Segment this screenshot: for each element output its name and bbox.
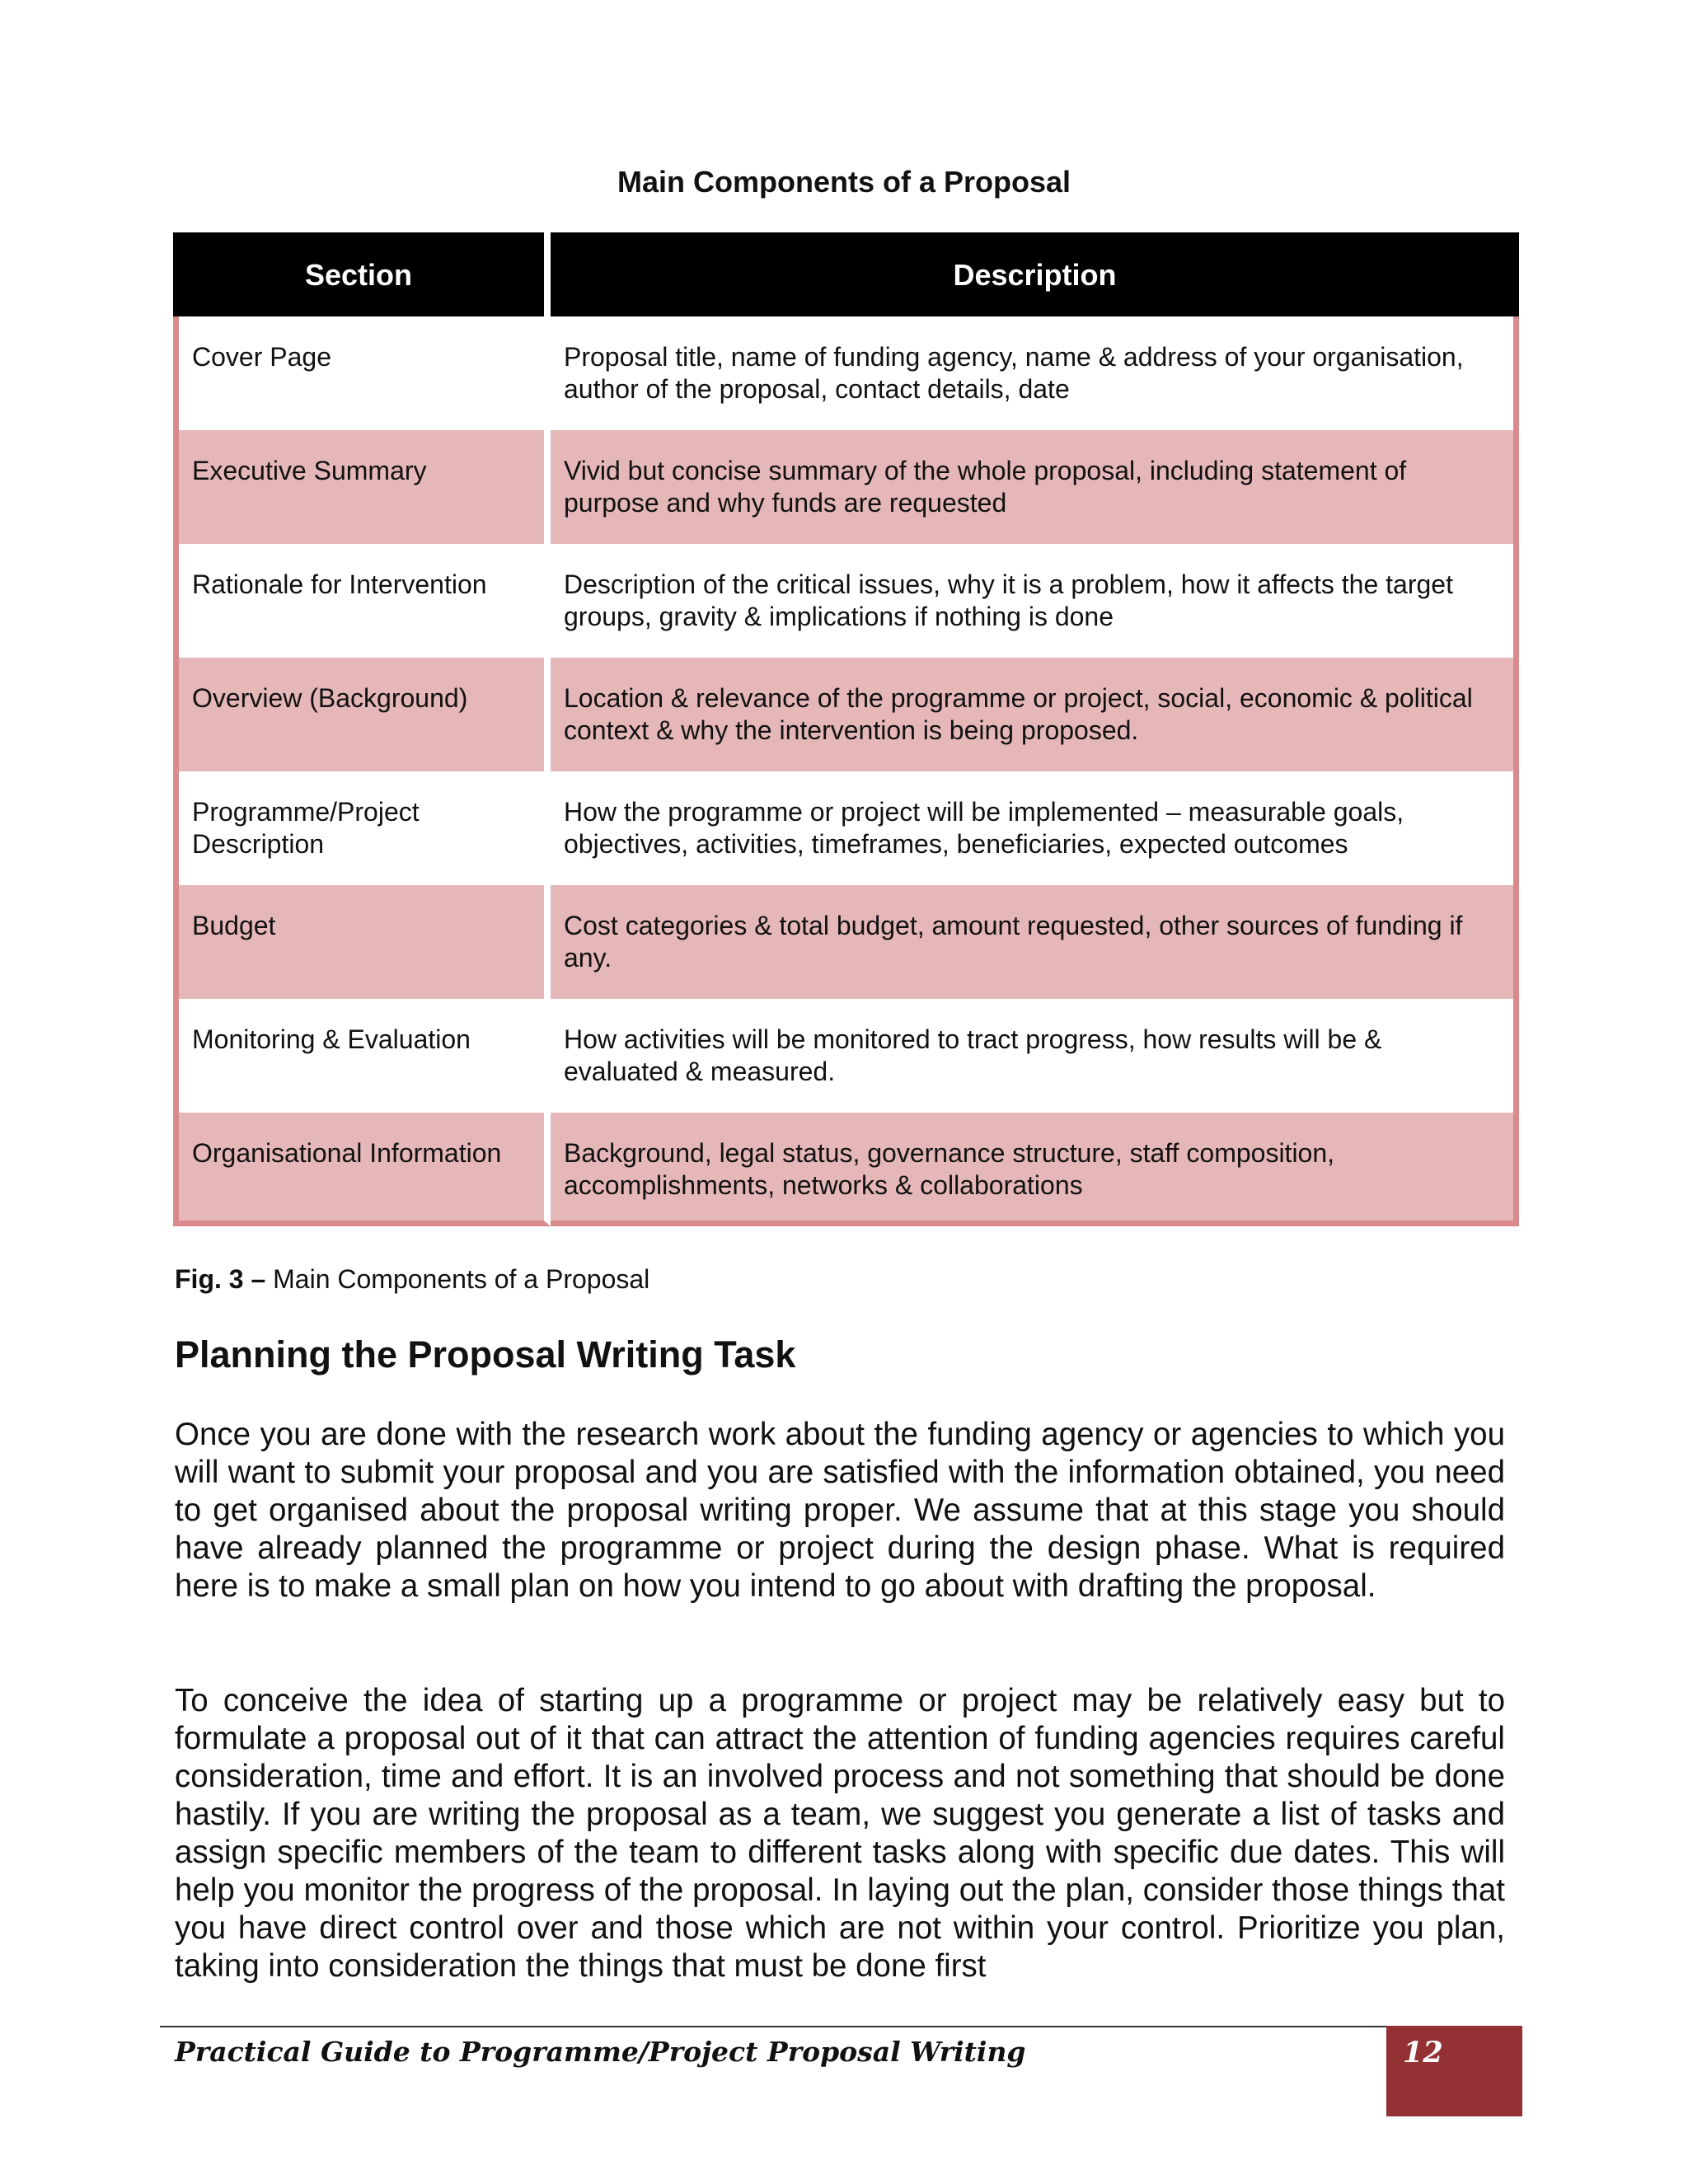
figure-caption bbox=[175, 1264, 649, 1295]
table-row bbox=[173, 1113, 1519, 1226]
header-section: Section bbox=[173, 232, 551, 316]
row-section: Organisational Information bbox=[173, 1113, 551, 1226]
row-section: Rationale for Intervention bbox=[173, 544, 551, 658]
row-section: Executive Summary bbox=[173, 430, 551, 544]
row-description: Location & relevance of the programme or project, social, economic & political context & why the intervention is being proposed. bbox=[551, 658, 1519, 771]
row-section: Budget bbox=[173, 885, 551, 999]
table-row bbox=[173, 544, 1519, 658]
body-paragraph-2: To conceive the idea of starting up a programme or project may be relatively easy but to formulate a proposal out of it that can attract the attention of funding agencies requires careful consideration, time and effort. It is an involved process and not something that should be done hastily. If you are writing the proposal as a team, we suggest you generate a list of tasks and assign specific members of the team to different tasks along with specific due dates. This will help you monitor the progress of the proposal. In laying out the plan, consider those things that you have direct control over and those which are not within your control. Prioritize you plan, taking into consideration the things that must be done first bbox=[175, 1683, 1505, 1984]
footer-divider bbox=[160, 2026, 1386, 2027]
page-number: 12 bbox=[1403, 2036, 1443, 2069]
row-description: How activities will be monitored to tract progress, how results will be & evaluated & measured. bbox=[551, 999, 1519, 1113]
section-heading: Planning the Proposal Writing Task bbox=[175, 1333, 796, 1376]
table-title: Main Components of a Proposal bbox=[617, 165, 1071, 199]
row-section: Overview (Background) bbox=[173, 658, 551, 771]
row-section: Cover Page bbox=[173, 316, 551, 430]
row-description: Cost categories & total budget, amount requested, other sources of funding if any. bbox=[551, 885, 1519, 999]
table-row bbox=[173, 658, 1519, 771]
header-description: Description bbox=[551, 232, 1519, 316]
row-description: How the programme or project will be implemented – measurable goals, objectives, activities, timeframes, beneficiaries, expected outcomes bbox=[551, 771, 1519, 885]
row-description: Vivid but concise summary of the whole proposal, including statement of purpose and why funds are requested bbox=[551, 430, 1519, 544]
row-description: Proposal title, name of funding agency, name & address of your organisation, author of the proposal, contact details, date bbox=[551, 316, 1519, 430]
components-table bbox=[173, 232, 1519, 1226]
footer-title: Practical Guide to Programme/Project Proposal Writing bbox=[175, 2036, 1026, 2068]
row-section: Monitoring & Evaluation bbox=[173, 999, 551, 1113]
table-row bbox=[173, 885, 1519, 999]
page-number-box bbox=[1386, 2026, 1522, 2116]
table-row bbox=[173, 430, 1519, 544]
table-header-row bbox=[173, 232, 1519, 316]
table-row bbox=[173, 999, 1519, 1113]
table-row bbox=[173, 771, 1519, 885]
table-row bbox=[173, 316, 1519, 430]
figure-caption-label: Fig. 3 – bbox=[175, 1264, 266, 1294]
body-paragraph-1: Once you are done with the research work about the funding agency or agencies to which you will want to submit your proposal and you are satisfied with the information obtained, you need to get organised about the proposal writing proper. We assume that at this stage you should have already planned the programme or project during the design phase. What is required here is to make a small plan on how you intend to go about with drafting the proposal. bbox=[175, 1417, 1505, 1604]
row-section: Programme/Project Description bbox=[173, 771, 551, 885]
row-description: Description of the critical issues, why it is a problem, how it affects the target groups, gravity & implications if nothing is done bbox=[551, 544, 1519, 658]
figure-caption-text: Main Components of a Proposal bbox=[273, 1264, 650, 1294]
row-description: Background, legal status, governance structure, staff composition, accomplishments, networks & collaborations bbox=[551, 1113, 1519, 1226]
